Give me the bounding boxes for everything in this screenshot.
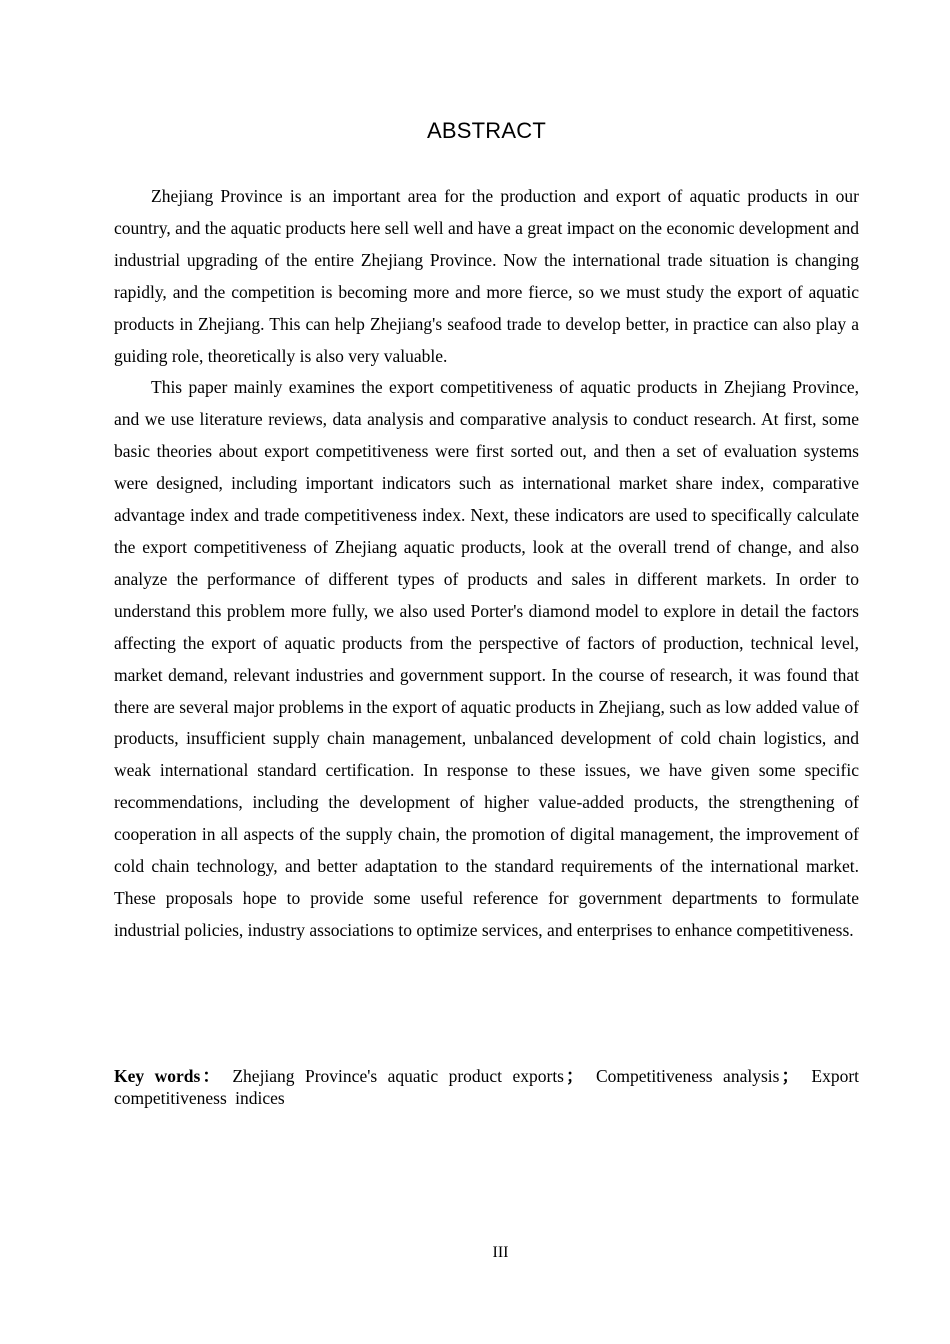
- keyword-separator: ；: [781, 1066, 799, 1086]
- keyword-item: Zhejiang Province's aquatic product exports: [232, 1066, 564, 1086]
- abstract-body: [114, 181, 859, 947]
- abstract-paragraph-1: Zhejiang Province is an important area for the production and export of aquatic products in our country, and the aquatic products here sell well and have a great impact on the economic development and industrial upgrading of the entire Zhejiang Province. Now the international trade situation is changing rapidly, and the competition is becoming more and more fierce, so we must study the export of aquatic products in Zhejiang. This can help Zhejiang's seafood trade to develop better, in practice can also play a guiding role, theoretically is also very valuable.: [114, 186, 859, 366]
- keyword-item: Export competitiveness indices: [114, 1066, 860, 1108]
- abstract-paragraph-2: This paper mainly examines the export competitiveness of aquatic products in Zhejiang Province, and we use literature reviews, data analysis and comparative analysis to conduct research. At first, some basic theories about export competitiveness were first sorted out, and then a set of evaluation systems were designed, including important indicators such as international market share index, comparative advantage index and trade competitiveness index. Next, these indicators are used to specifically calculate the export competitiveness of Zhejiang aquatic products, look at the overall trend of change, and also analyze the performance of different types of products and sales in different markets. In order to understand this problem more fully, we also used Porter's diamond model to explore in detail the factors affecting the export of aquatic products from the perspective of factors of production, technical level, market demand, relevant industries and government support. In the course of research, it was found that there are several major problems in the export of aquatic products in Zhejiang, such as low added value of products, insufficient supply chain management, unbalanced development of cold chain logistics, and weak international standard certification. In response to these issues, we have given some specific recommendations, including the development of higher value-added products, the strengthening of cooperation in all aspects of the supply chain, the promotion of digital management, the improvement of cold chain technology, and better adaptation to the standard requirements of the international market. These proposals hope to provide some useful reference for government departments to formulate industrial policies, industry associations to optimize services, and enterprises to enhance competitiveness.: [114, 377, 859, 940]
- keywords-section: [114, 1065, 859, 1109]
- page-title: ABSTRACT: [427, 118, 546, 143]
- keywords-label: Key words：: [114, 1066, 222, 1086]
- keyword-separator: ；: [566, 1066, 584, 1086]
- keyword-item: Competitiveness analysis: [595, 1066, 780, 1086]
- page-number: III: [492, 1244, 509, 1261]
